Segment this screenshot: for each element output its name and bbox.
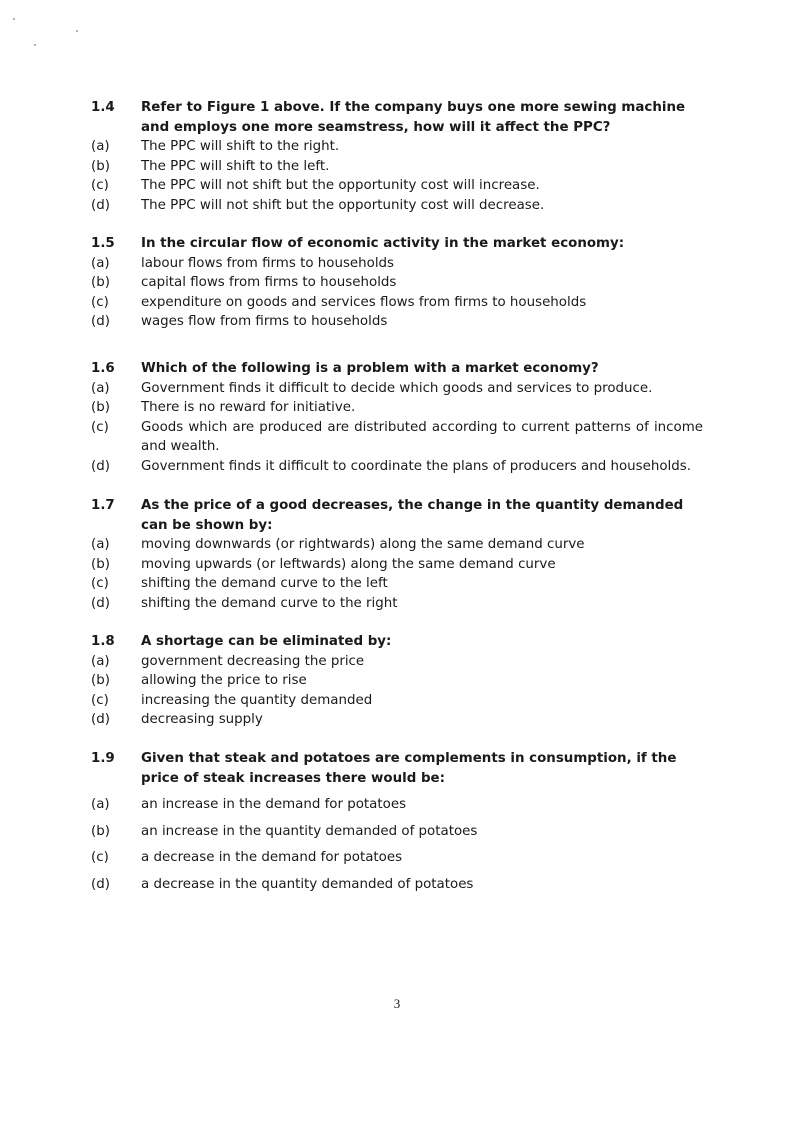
option-row	[91, 418, 703, 457]
question-stem: A shortage can be eliminated by:	[141, 634, 392, 649]
option-text: an increase in the demand for potatoes	[141, 797, 407, 812]
option-letter: (c)	[91, 692, 109, 708]
option-text: The PPC will shift to the left.	[141, 158, 330, 174]
option-letter: (b)	[91, 673, 110, 688]
option-row	[91, 555, 703, 575]
option-row	[91, 312, 703, 332]
option-row	[91, 398, 703, 418]
option-row	[91, 273, 703, 293]
option-text: increasing the quantity demanded	[141, 692, 373, 708]
question-number: 1.7	[91, 498, 115, 513]
option-text: Goods which are produced are distributed according to current patterns of income and wealth.	[141, 419, 703, 454]
option-row	[91, 574, 703, 594]
question-stem-row	[91, 98, 703, 137]
option-letter: (b)	[91, 400, 110, 415]
question-stem-row	[91, 632, 703, 652]
option-row	[91, 457, 703, 477]
page-number: 3	[393, 996, 401, 1011]
option-letter: (c)	[91, 294, 109, 310]
question-stem: In the circular flow of economic activity in the market economy:	[141, 236, 625, 251]
option-row	[91, 652, 703, 672]
option-letter: (d)	[91, 712, 110, 727]
question-number: 1.5	[91, 236, 115, 251]
option-row	[91, 254, 703, 274]
option-text: an increase in the quantity demanded of potatoes	[141, 823, 478, 839]
scan-speck	[13, 18, 15, 20]
option-row	[91, 875, 703, 895]
option-text: a decrease in the demand for potatoes	[141, 850, 403, 865]
question-1-7	[91, 496, 703, 613]
option-text: The PPC will not shift but the opportunity cost will decrease.	[141, 197, 545, 213]
option-row	[91, 176, 703, 196]
option-letter: (b)	[91, 158, 110, 174]
option-text: shifting the demand curve to the right	[141, 595, 398, 611]
question-number: 1.8	[91, 634, 115, 649]
option-row	[91, 379, 703, 399]
option-row	[91, 293, 703, 313]
option-row	[91, 795, 703, 815]
option-letter: (d)	[91, 314, 110, 329]
question-stem-row	[91, 234, 703, 254]
option-row	[91, 157, 703, 177]
question-1-4	[91, 98, 703, 215]
option-letter: (b)	[91, 275, 110, 290]
question-number: 1.9	[91, 751, 115, 766]
option-row	[91, 535, 703, 555]
option-text: Government finds it difficult to decide which goods and services to produce.	[141, 380, 653, 396]
option-letter: (a)	[91, 537, 110, 552]
option-text: The PPC will not shift but the opportunity cost will increase.	[141, 178, 540, 193]
option-row	[91, 848, 703, 868]
question-number: 1.6	[91, 361, 115, 376]
option-letter: (c)	[91, 419, 109, 435]
question-stem-row	[91, 359, 703, 379]
option-letter: (a)	[91, 797, 110, 812]
option-text: wages flow from firms to households	[141, 314, 388, 329]
question-stem: Refer to Figure 1 above. If the company buys one more sewing machine and employs one more seamstress, how will it affect the PPC?	[141, 100, 686, 135]
option-text: labour flows from firms to households	[141, 255, 395, 271]
question-1-9	[91, 749, 703, 894]
option-row	[91, 594, 703, 614]
option-text: allowing the price to rise	[141, 673, 307, 688]
option-row	[91, 196, 703, 216]
question-1-5	[91, 234, 703, 332]
option-row	[91, 691, 703, 711]
option-text: government decreasing the price	[141, 653, 365, 669]
question-stem: Which of the following is a problem with a market economy?	[141, 361, 599, 376]
option-letter: (a)	[91, 380, 110, 396]
option-letter: (a)	[91, 653, 110, 669]
option-row	[91, 137, 703, 157]
option-letter: (c)	[91, 850, 109, 865]
option-text: expenditure on goods and services flows from firms to households	[141, 294, 587, 310]
option-letter: (d)	[91, 595, 110, 611]
scan-speck	[76, 30, 78, 32]
option-text: capital flows from firms to households	[141, 275, 397, 290]
option-letter: (a)	[91, 255, 110, 271]
question-number: 1.4	[91, 100, 115, 115]
option-letter: (d)	[91, 197, 110, 213]
option-text: moving downwards (or rightwards) along the same demand curve	[141, 537, 585, 552]
option-letter: (d)	[91, 458, 110, 474]
option-row	[91, 822, 703, 842]
option-letter: (c)	[91, 178, 109, 193]
question-stem-row	[91, 496, 703, 535]
option-letter: (d)	[91, 876, 110, 892]
option-letter: (a)	[91, 139, 110, 154]
question-stem-row	[91, 749, 703, 788]
option-text: a decrease in the quantity demanded of potatoes	[141, 876, 474, 892]
option-row	[91, 710, 703, 730]
option-letter: (c)	[91, 576, 109, 591]
question-1-6	[91, 359, 703, 476]
option-text: shifting the demand curve to the left	[141, 576, 388, 591]
question-1-8	[91, 632, 703, 730]
option-row	[91, 671, 703, 691]
option-text: Government finds it difficult to coordinate the plans of producers and households.	[141, 458, 691, 474]
option-text: The PPC will shift to the right.	[141, 139, 340, 154]
question-stem: As the price of a good decreases, the change in the quantity demanded can be shown by:	[141, 498, 684, 533]
scan-speck	[34, 44, 36, 46]
option-letter: (b)	[91, 823, 110, 839]
option-text: moving upwards (or leftwards) along the same demand curve	[141, 556, 556, 572]
option-text: There is no reward for initiative.	[141, 400, 356, 415]
question-stem: Given that steak and potatoes are complements in consumption, if the price of steak increases there would be:	[141, 751, 677, 786]
option-text: decreasing supply	[141, 712, 263, 727]
option-letter: (b)	[91, 556, 110, 572]
